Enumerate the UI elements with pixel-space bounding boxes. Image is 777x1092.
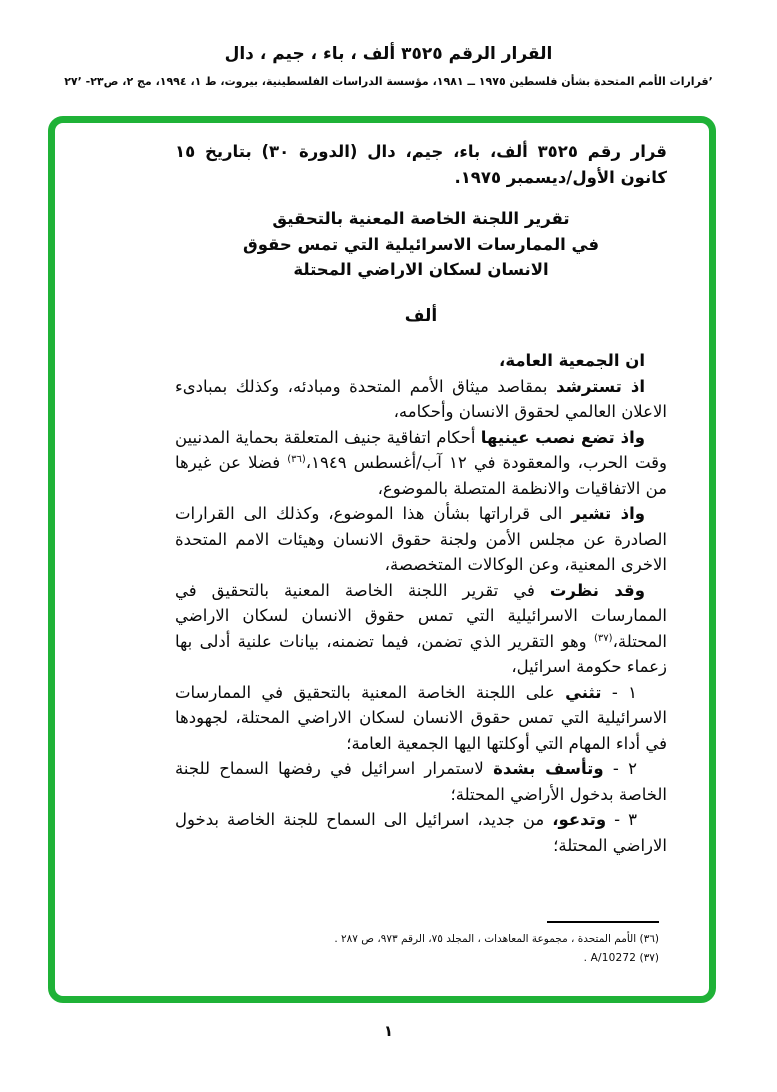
footnote-marker: (٣٧)	[594, 632, 613, 644]
paragraph: ١ - تثني على اللجنة الخاصة المعنية بالتحقيق في الممارسات الاسرائيلية التي تمس حقوق الانسان لسكان الاراضي المحتلة، لجهودها في أداء المهام التي أوكلتها اليها الجمعية العامة؛	[175, 682, 667, 753]
page-header	[0, 44, 777, 88]
footnote: (٣٦) الأمم المتحدة ، مجموعة المعاهدات ، المجلد ٧٥، الرقم ٩٧٣، ص ٢٨٧ .	[334, 933, 659, 945]
paragraph: ان الجمعية العامة،	[499, 351, 645, 370]
paragraph: اذ تسترشد بمقاصد ميثاق الأمم المتحدة ومبادئه، وكذلك بمبادىء الاعلان العالمي لحقوق الانسان وأحكامه،	[175, 376, 667, 421]
paragraph: واذ تضع نصب عينيها أحكام اتفاقية جنيف المتعلقة بحماية المدنيين وقت الحرب، والمعقودة في ١٢ آب/أغسطس ١٩٤٩،$^{(٣٦)}$ فضلا عن غيرها من الاتفاقيات والانظمة المتصلة بالموضوع،	[175, 427, 668, 498]
paragraph: ٣ - وتدعو، من جديد، اسرائيل الى السماح للجنة الخاصة بدخول الاراضي المحتلة؛	[175, 810, 667, 855]
footnotes-section	[334, 921, 659, 968]
document-title: القرار الرقم ٣٥٢٥ ألف ، باء ، جيم ، دال	[224, 44, 553, 64]
subject-heading: تقرير اللجنة الخاصة المعنية بالتحقيق في الممارسات الاسرائيلية التي تمس حقوق الانسان لسكان الاراضي المحتلة	[242, 209, 600, 279]
paragraph: واذ تشير الى قراراتها بشأن هذا الموضوع، وكذلك الى القرارات الصادرة عن مجلس الأمن ولجنة حقوق الانسان وهيئات الامم المتحدة الاخرى المعنية، وعن الوكالات المتخصصة،	[175, 504, 667, 574]
green-frame	[48, 116, 716, 1003]
document-body	[175, 139, 667, 858]
footnotes-list	[334, 930, 659, 968]
document-source-citation: ٬قرارات الأمم المتحدة بشأن فلسطين ١٩٧٥ ــ ١٩٨١، مؤسسة الدراسات الفلسطينية، بيروت، ط ١، ١٩٩٤، مج ٢، ص٢٣- ٢٧٬	[64, 75, 713, 88]
section-heading: ألف	[404, 305, 438, 326]
footnote-marker: (٣٦)	[287, 454, 306, 465]
paragraph: قرار رقم ٣٥٢٥ ألف، باء، جيم، دال (الدورة ٣٠) بتاريخ ١٥ كانون الأول/ديسمبر ١٩٧٥.	[175, 142, 667, 187]
footnote-divider-rule	[547, 921, 659, 923]
paragraph: وقد نظرت في تقرير اللجنة الخاصة المعنية بالتحقيق في الممارسات الاسرائيلية التي تمس حقوق الانسان لسكان الاراضي المحتلة،$^{(٣٧)}$ وهو التقرير الذي تضمن، فيما تضمنه، بيانات علنية أدلى بها زعماء حكومة اسرائيل،	[175, 580, 667, 676]
footnote: (٣٧) A/10272 .	[583, 952, 659, 964]
page-number: ١	[383, 1022, 394, 1040]
paragraph: ٢ - وتأسف بشدة لاستمرار اسرائيل في رفضها السماح للجنة الخاصة بدخول الأراضي المحتلة؛	[175, 759, 667, 804]
